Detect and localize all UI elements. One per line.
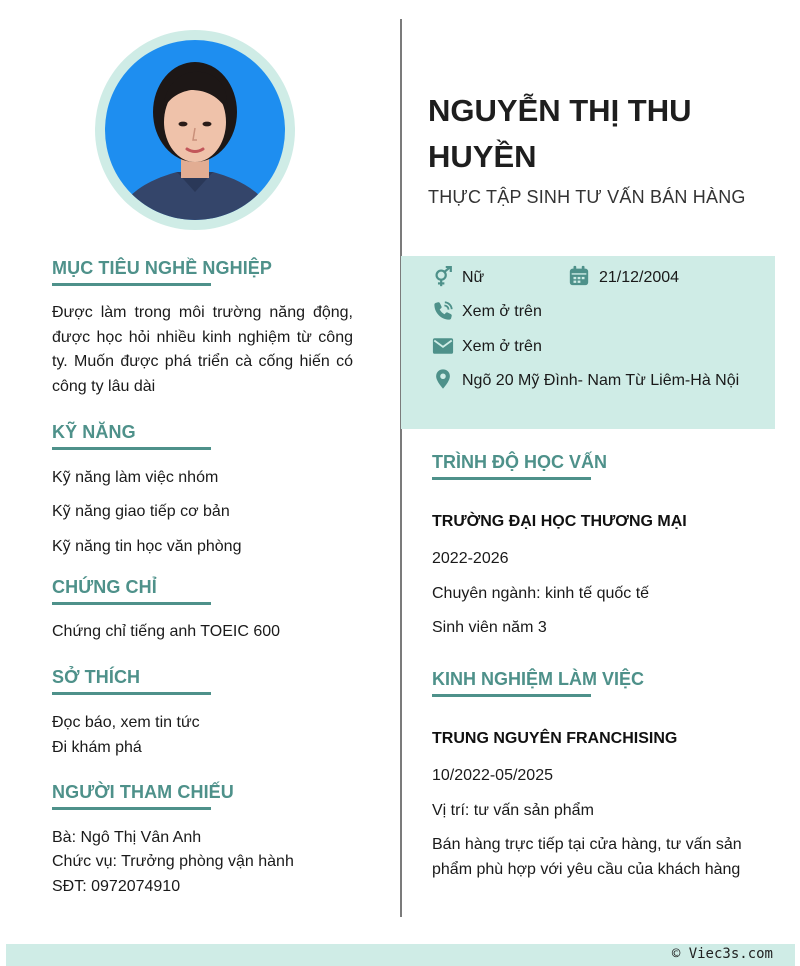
job-title: THỰC TẬP SINH TƯ VẤN BÁN HÀNG: [428, 187, 746, 207]
experience-period: 10/2022-05/2025: [432, 767, 553, 784]
email-value: Xem ở trên: [462, 338, 542, 355]
hobbies-underline: [52, 692, 211, 695]
skill-item: Kỹ năng tin học văn phòng: [52, 538, 242, 555]
education-title: TRÌNH ĐỘ HỌC VẤN: [432, 452, 607, 472]
birthday-value: 21/12/2004: [599, 269, 680, 286]
calendar-icon: [568, 265, 590, 287]
address-value: Ngõ 20 Mỹ Đình- Nam Từ Liêm-Hà Nội: [462, 372, 740, 389]
avatar-ring: [95, 30, 295, 230]
education-school: TRƯỜNG ĐẠI HỌC THƯƠNG MẠI: [432, 513, 687, 530]
experience-position: Vị trí: tư vấn sản phẩm: [432, 802, 594, 819]
skills-underline: [52, 447, 211, 450]
hobby-item: Đi khám phá: [52, 739, 142, 756]
experience-underline: [432, 694, 591, 697]
contact-panel: [401, 256, 775, 429]
objective-text: Được làm trong môi trường năng động, được học hỏi nhiều kinh nghiệm từ công ty. Muốn được phá triển cà cống hiến có công ty lâu dài: [52, 304, 353, 395]
objective-underline: [52, 283, 211, 286]
reference-line: SĐT: 0972074910: [52, 878, 181, 895]
certificates-underline: [52, 602, 211, 605]
references-underline: [52, 807, 211, 810]
avatar: [105, 40, 285, 220]
certificate-item: Chứng chỉ tiếng anh TOEIC 600: [52, 623, 281, 640]
certificates-title: CHỨNG CHỈ: [52, 577, 157, 597]
hobbies-title: SỞ THÍCH: [52, 667, 141, 687]
experience-title: KINH NGHIỆM LÀM VIỆC: [432, 669, 645, 689]
location-icon: [432, 368, 454, 390]
experience-description: Bán hàng trực tiếp tại cửa hàng, tư vấn sản phẩm phù hợp với yêu cầu của khách hàng: [432, 836, 742, 878]
education-underline: [432, 477, 591, 480]
hobby-item: Đọc báo, xem tin tức: [52, 714, 200, 731]
education-status: Sinh viên năm 3: [432, 619, 547, 636]
phone-value: Xem ở trên: [462, 303, 542, 320]
mail-icon: [432, 335, 454, 357]
candidate-name: NGUYỄN THỊ THU HUYỀN: [428, 93, 692, 174]
column-divider: [400, 19, 402, 917]
footer-copyright: © Viec3s.com: [671, 946, 773, 962]
references-title: NGƯỜI THAM CHIẾU: [52, 782, 234, 802]
experience-company: TRUNG NGUYÊN FRANCHISING: [432, 730, 678, 747]
education-major: Chuyên ngành: kinh tế quốc tế: [432, 585, 650, 602]
skill-item: Kỹ năng giao tiếp cơ bản: [52, 503, 230, 520]
reference-line: Chức vụ: Trưởng phòng vận hành: [52, 853, 294, 870]
reference-line: Bà: Ngô Thị Vân Anh: [52, 829, 202, 846]
skills-title: KỸ NĂNG: [52, 422, 136, 442]
objective-title: MỤC TIÊU NGHỀ NGHIỆP: [52, 258, 273, 278]
education-period: 2022-2026: [432, 550, 509, 567]
skill-item: Kỹ năng làm việc nhóm: [52, 469, 219, 486]
gender-value: Nữ: [462, 269, 485, 286]
phone-icon: [432, 300, 454, 322]
gender-icon: [432, 266, 454, 288]
footer-bar: [6, 944, 795, 966]
